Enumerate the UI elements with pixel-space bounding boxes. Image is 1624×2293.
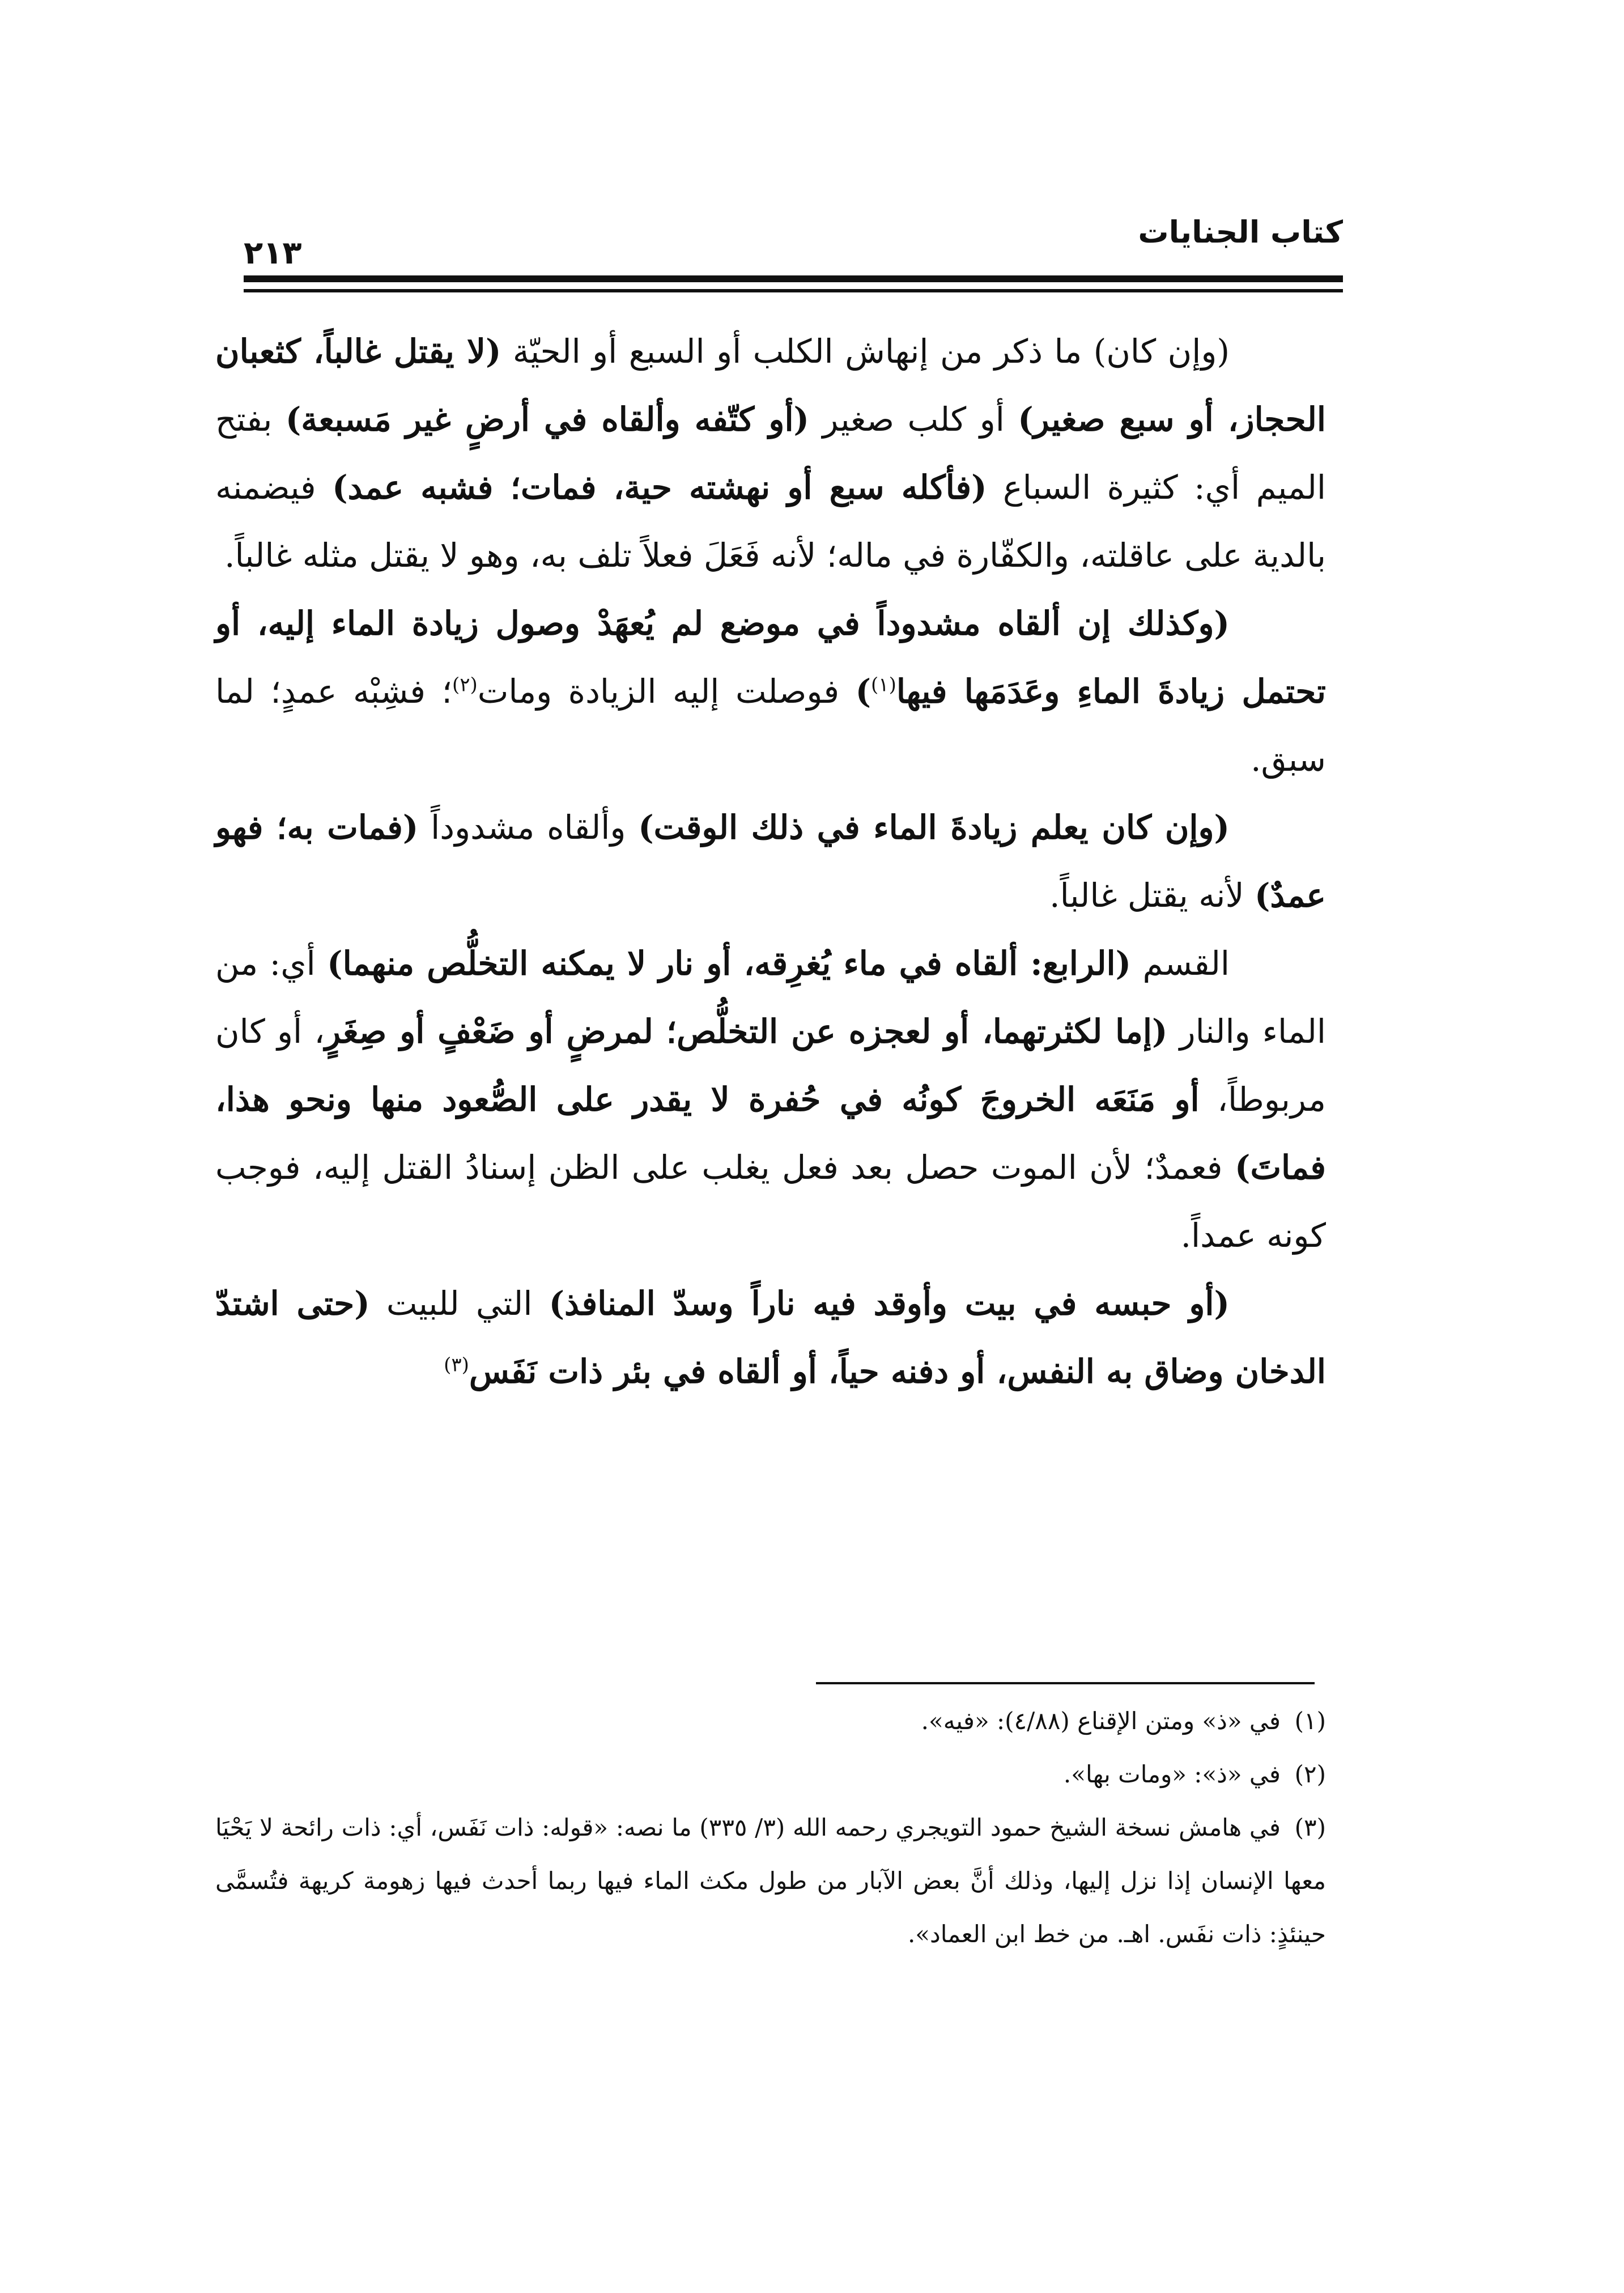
footnote-number: (٢) — [1294, 1760, 1326, 1788]
matn-text: (لا يقتل غالباً، كثعبان الحجاز، أو سبع صغير) — [215, 332, 1326, 439]
matn-text: (وكذلك إن ألقاه مشدوداً في موضع لم يُعهَدْ وصول زيادة الماء إليه، أو تحتمل زيادةَ الماءِ وعَدَمَها فيها — [215, 604, 1326, 711]
book-title: كتاب الجنايات — [1138, 214, 1343, 250]
footnote-text: في «ذ»: «ومات بها». — [1063, 1760, 1281, 1788]
matn-text: (فأكله سبع أو نهشته حية، فمات؛ فشبه عمد) — [332, 468, 987, 507]
paragraph — [215, 317, 1326, 589]
matn-text: (فمات به؛ فهو عمدٌ) — [215, 808, 1326, 915]
commentary-text: أي: من الماء والنار — [215, 944, 1326, 1051]
commentary-text: أو كلب صغير — [809, 400, 1018, 439]
paragraph — [215, 589, 1326, 793]
commentary-text: فوصلت إليه الزيادة ومات — [477, 672, 856, 711]
matn-text: أو مَنَعَه الخروجَ كونُه في حُفرة لا يقدر على الصُّعود منها ونحو هذا، فماتَ) — [215, 1080, 1326, 1187]
footnote-text: في «ذ» ومتن الإقناع (٤/٨٨): «فيه». — [921, 1707, 1281, 1735]
commentary-text: لأنه يقتل غالباً. — [1049, 876, 1255, 915]
footnote-separator — [816, 1682, 1315, 1684]
commentary-text: بفتح الميم أي: كثيرة السباع — [215, 400, 1326, 507]
footnote — [215, 1801, 1326, 1961]
footnote-number: (١) — [1294, 1707, 1326, 1735]
footnotes — [215, 1695, 1326, 1961]
commentary-text: فعمدٌ؛ لأن الموت حصل بعد فعل يغلب على الظن إسنادُ القتل إليه، فوجب كونه عمداً. — [215, 1148, 1326, 1255]
commentary-text: ، أو كان مربوطاً، — [215, 1012, 1326, 1119]
commentary-text: فيضمنه بالدية على عاقلته، والكفّارة في ماله؛ لأنه فَعَلَ فعلاً تلف به، وهو لا يقتل مثله غالباً. — [215, 468, 1326, 575]
commentary-text: وألقاه مشدوداً — [418, 808, 639, 847]
matn-text: (أو كتّفه وألقاه في أرضٍ غير مَسبعة) — [285, 400, 810, 439]
matn-text: (إما لكثرتهما، أو لعجزه عن التخلُّص؛ لمرضٍ أو ضَعْفٍ أو صِغَرٍ — [325, 1012, 1168, 1051]
matn-text: (الرابع: ألقاه في ماء يُغرِقه، أو نار لا يمكنه التخلُّص منهما) — [327, 944, 1132, 983]
commentary-text: (وإن كان) ما ذكر من إنهاش الكلب أو السبع أو الحيّة — [501, 332, 1230, 371]
matn-text: ) — [855, 672, 871, 711]
footnote-marker: (٣) — [444, 1353, 469, 1377]
footnote-marker: (١) — [871, 673, 896, 697]
commentary-text: التي للبيت — [369, 1284, 549, 1323]
running-header — [244, 210, 1343, 271]
footnote-marker: (٢) — [452, 673, 478, 697]
paragraph — [215, 1269, 1326, 1405]
commentary-text: القسم — [1131, 944, 1230, 983]
header-rule-thin — [244, 289, 1343, 292]
paragraph — [215, 793, 1326, 929]
footnote — [215, 1695, 1326, 1748]
commentary-text: ؛ فشِبْه عمدٍ؛ لما سبق. — [215, 672, 1326, 779]
main-text — [215, 317, 1326, 1587]
matn-text: (حتى اشتدّ الدخان وضاق به النفس، أو دفنه حياً، أو ألقاه في بئر ذات نَفَس — [215, 1284, 1326, 1391]
page-number: ٢١٣ — [244, 235, 302, 271]
header-rule-thick — [244, 275, 1343, 282]
footnote-number: (٣) — [1294, 1814, 1326, 1841]
footnote-text: في هامش نسخة الشيخ حمود التويجري رحمه الله (٣/ ٣٣٥) ما نصه: «قوله: ذات نَفَس، أي: ذات رائحة لا يَحْيَا معها الإنسان إذا نزل إليها، وذلك أنَّ بعض الآبار من طول مكث الماء فيها ربما أحدث فيها زهومة كريهة فتُسمَّى حينئذٍ: ذات نفَس. اهـ. من خط ابن العماد». — [215, 1814, 1326, 1948]
paragraph — [215, 929, 1326, 1269]
matn-text: (أو حبسه في بيت وأوقد فيه ناراً وسدّ المنافذ) — [549, 1284, 1230, 1323]
footnote — [215, 1748, 1326, 1801]
matn-text: (وإن كان يعلم زيادةَ الماء في ذلك الوقت) — [638, 808, 1230, 847]
